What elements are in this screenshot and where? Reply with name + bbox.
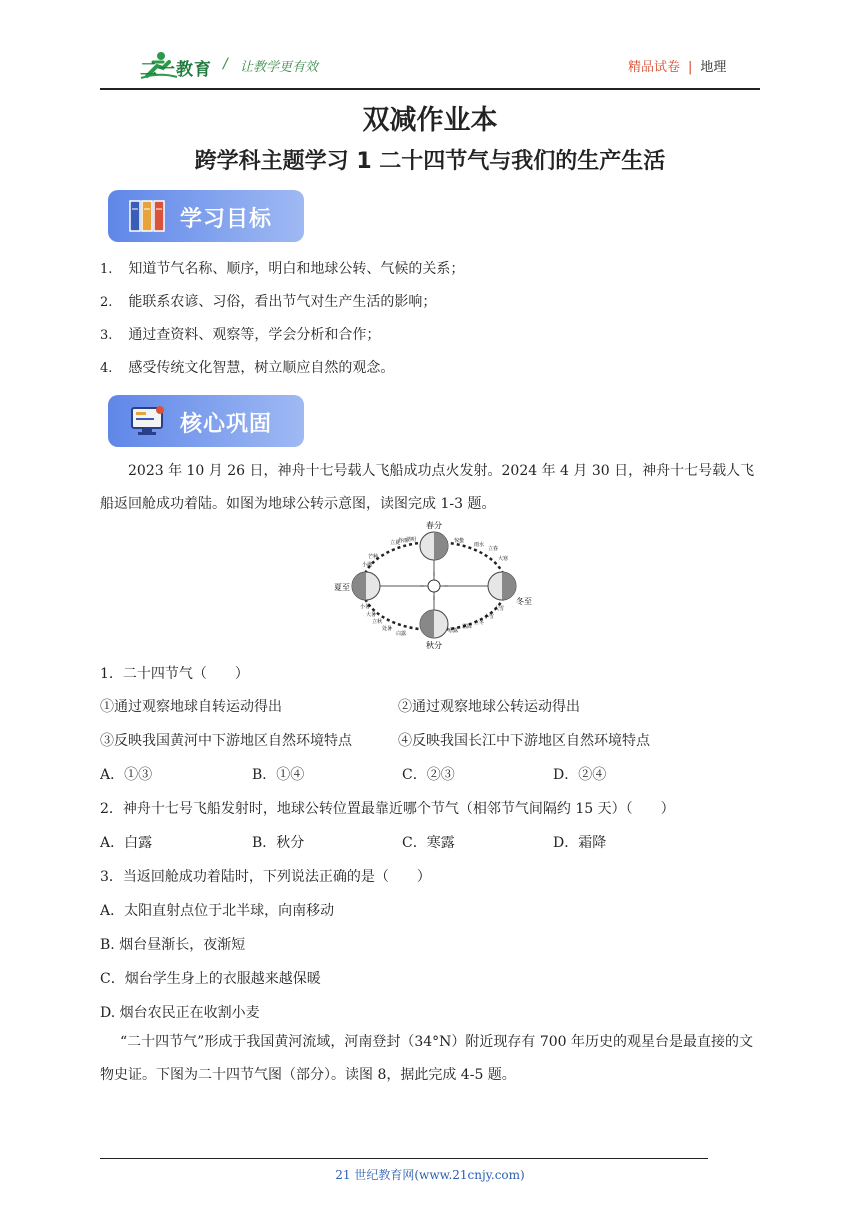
goal-item: 3. 通过查资料、观察等，学会分析和合作； [100,327,381,343]
option: D．霜降 [553,835,607,851]
option: A．太阳直射点位于北半球，向南移动 [100,903,335,919]
statement: ④反映我国长江中下游地区自然环境特点 [398,733,650,749]
intro-paragraph: 2023 年 10 月 26 日，神舟十七号载人飞船成功点火发射。2024 年 4 月 30 日，神舟十七号载人飞船返回舱成功着陆。如图为地球公转示意图，读图完成 1-3 题。 [100,463,755,512]
option: C．烟台学生身上的衣服越来越保暖 [100,971,321,987]
passage-paragraph: “二十四节气”形成于我国黄河流域，河南登封（34°N）附近现存有 700 年历史的观星台是最直接的文物史证。下图为二十四节气图（部分）。读图 8，据此完成 4-5 题。 [100,1034,753,1083]
option: C．②③ [402,767,455,783]
footer-link[interactable]: 21 世纪教育网(www.21cnjy.com) [335,1168,525,1182]
svg-text:霜降: 霜降 [462,624,473,630]
books-icon [128,199,168,233]
option: B．①④ [252,767,305,783]
computer-icon [128,404,168,438]
section-banner-goals [108,190,304,242]
earth-winter-globe [488,572,516,600]
option: B. 烟台昼渐长，夜渐短 [100,937,246,953]
svg-text:谷雨: 谷雨 [398,538,409,544]
header-separator: | [688,60,693,75]
footer-divider [100,1158,708,1159]
svg-text:秋分: 秋分 [426,641,442,650]
section-title-core: 核心巩固 [180,412,273,437]
section-banner-core [108,395,304,447]
option: A．白露 [100,835,153,851]
svg-text:寒露: 寒露 [448,628,459,634]
option: A．①③ [100,767,153,783]
svg-text:立冬: 立冬 [474,620,485,626]
svg-text:小暑: 小暑 [360,604,371,610]
subject-label: 地理 [700,60,727,75]
header-right [628,56,726,75]
statement: ③反映我国黄河中下游地区自然环境特点 [100,733,352,749]
page-title: 双减作业本 [362,105,498,136]
earth-autumn-globe [420,610,448,638]
question-stem: 3．当返回舱成功着陆时，下列说法正确的是（ ） [100,869,431,885]
page-subtitle: 跨学科主题学习 1 二十四节气与我们的生产生活 [194,149,666,174]
statement: ②通过观察地球公转运动得出 [398,699,580,715]
option: D. 烟台农民正在收割小麦 [100,1005,260,1021]
svg-text:白露: 白露 [396,631,407,637]
question-stem: 1．二十四节气（ ） [100,666,249,682]
svg-text:处暑: 处暑 [382,626,393,632]
svg-text:春分: 春分 [426,521,442,530]
svg-text:立夏: 立夏 [390,540,401,546]
svg-text:芒种: 芒种 [368,554,379,560]
earth-summer-globe [352,572,380,600]
question-stem: 2．神舟十七号飞船发射时，地球公转位置最靠近哪个节气（相邻节气间隔约 15 天）（ ） [100,801,675,817]
option: D．②④ [553,767,607,783]
slogan-divider: / [223,56,228,72]
svg-text:小雪: 小雪 [484,614,495,620]
header-divider [100,88,760,90]
svg-text:小满: 小满 [362,562,373,568]
svg-text:立春: 立春 [488,546,499,552]
statement: ①通过观察地球自转运动得出 [100,699,282,715]
paper-tag: 精品试卷 [628,60,681,75]
section-title-goals: 学习目标 [180,207,273,232]
slogan: 让教学更有效 [240,60,319,75]
svg-text:立秋: 立秋 [372,619,383,625]
svg-text:惊蛰: 惊蛰 [454,538,465,544]
goal-item: 4. 感受传统文化智慧，树立顺应自然的观念。 [100,360,395,376]
earth-spring-globe [420,532,448,560]
svg-text:雨水: 雨水 [474,542,485,548]
goal-item: 2. 能联系农谚、习俗，看出节气对生产生活的影响； [100,294,437,310]
brand-name: 二一教育 [140,60,212,80]
svg-text:大寒: 大寒 [498,556,509,562]
earth-revolution-diagram [334,520,534,650]
svg-text:大暑: 大暑 [366,612,377,618]
svg-text:清明: 清明 [406,537,417,543]
goal-item: 1. 知道节气名称、顺序，明白和地球公转、气候的关系； [100,261,465,277]
option: C．寒露 [402,835,455,851]
option: B．秋分 [252,835,305,851]
svg-text:冬至: 冬至 [516,597,532,606]
svg-text:夏至: 夏至 [334,583,350,592]
svg-text:大雪: 大雪 [494,606,505,612]
